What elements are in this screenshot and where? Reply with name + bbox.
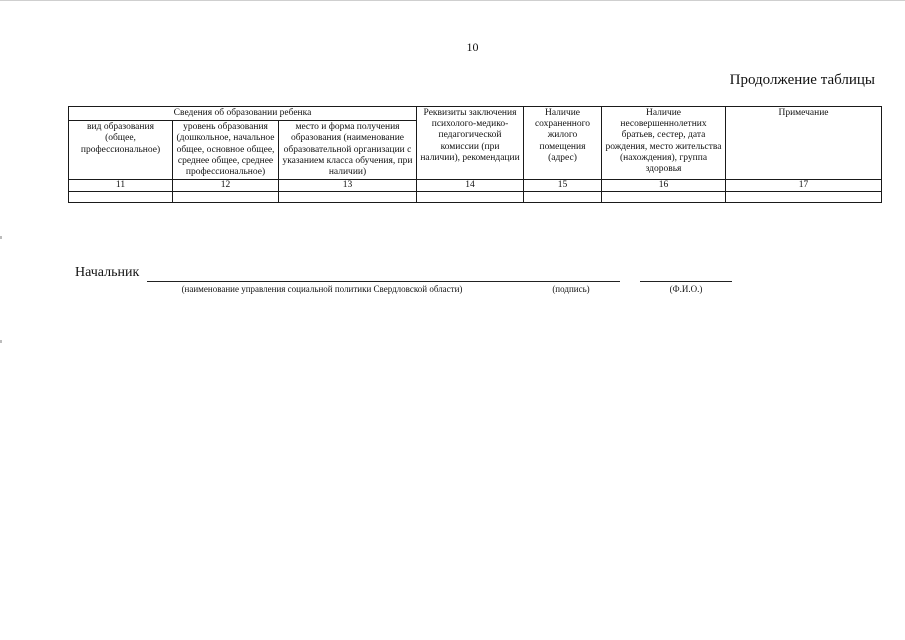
page-number: 10 bbox=[466, 40, 479, 54]
column-number-row bbox=[69, 180, 882, 191]
header-education-info: Сведения об образовании ребенка bbox=[69, 107, 417, 121]
empty-cell[interactable] bbox=[417, 191, 524, 202]
empty-cell[interactable] bbox=[726, 191, 882, 202]
header-education-level: уровень образования (дошкольное, начальное общее, основное общее, среднее общее, среднее профессиональное) bbox=[173, 121, 279, 180]
header-education-place: место и форма получения образования (наименование образовательной организации с указанием класса обучения, при наличии) bbox=[279, 121, 417, 180]
education-table bbox=[68, 106, 882, 203]
full-name-line bbox=[640, 281, 732, 282]
column-number: 11 bbox=[69, 180, 173, 191]
department-name-caption: (наименование управления социальной политики Свердловской области) bbox=[181, 284, 463, 294]
department-name-line bbox=[147, 281, 583, 282]
scan-mark bbox=[0, 340, 2, 343]
signature-line bbox=[522, 281, 620, 282]
column-number: 16 bbox=[602, 180, 726, 191]
empty-cell[interactable] bbox=[524, 191, 602, 202]
column-number: 15 bbox=[524, 180, 602, 191]
empty-cell[interactable] bbox=[69, 191, 173, 202]
header-education-type: вид образования (общее, профессиональное) bbox=[69, 121, 173, 180]
header-note: Примечание bbox=[726, 107, 882, 180]
scan-mark bbox=[0, 236, 2, 239]
empty-data-row bbox=[69, 191, 882, 202]
column-number: 14 bbox=[417, 180, 524, 191]
header-row bbox=[69, 107, 882, 121]
signature-label: Начальник bbox=[75, 265, 140, 280]
empty-cell[interactable] bbox=[173, 191, 279, 202]
signature-caption: (подпись) bbox=[552, 284, 590, 294]
header-siblings: Наличие несовершеннолетних братьев, сестер, дата рождения, место жительства (нахождения), группа здоровья bbox=[602, 107, 726, 180]
header-commission: Реквизиты заключения психолого-медико-педагогической комиссии (при наличии), рекомендации bbox=[417, 107, 524, 180]
empty-cell[interactable] bbox=[602, 191, 726, 202]
header-housing: Наличие сохраненного жилого помещения (адрес) bbox=[524, 107, 602, 180]
column-number: 17 bbox=[726, 180, 882, 191]
column-number: 13 bbox=[279, 180, 417, 191]
top-scan-edge bbox=[0, 0, 905, 1]
full-name-caption: (Ф.И.О.) bbox=[669, 284, 703, 294]
continuation-title: Продолжение таблицы bbox=[729, 72, 875, 88]
empty-cell[interactable] bbox=[279, 191, 417, 202]
column-number: 12 bbox=[173, 180, 279, 191]
signature-block bbox=[75, 265, 895, 305]
